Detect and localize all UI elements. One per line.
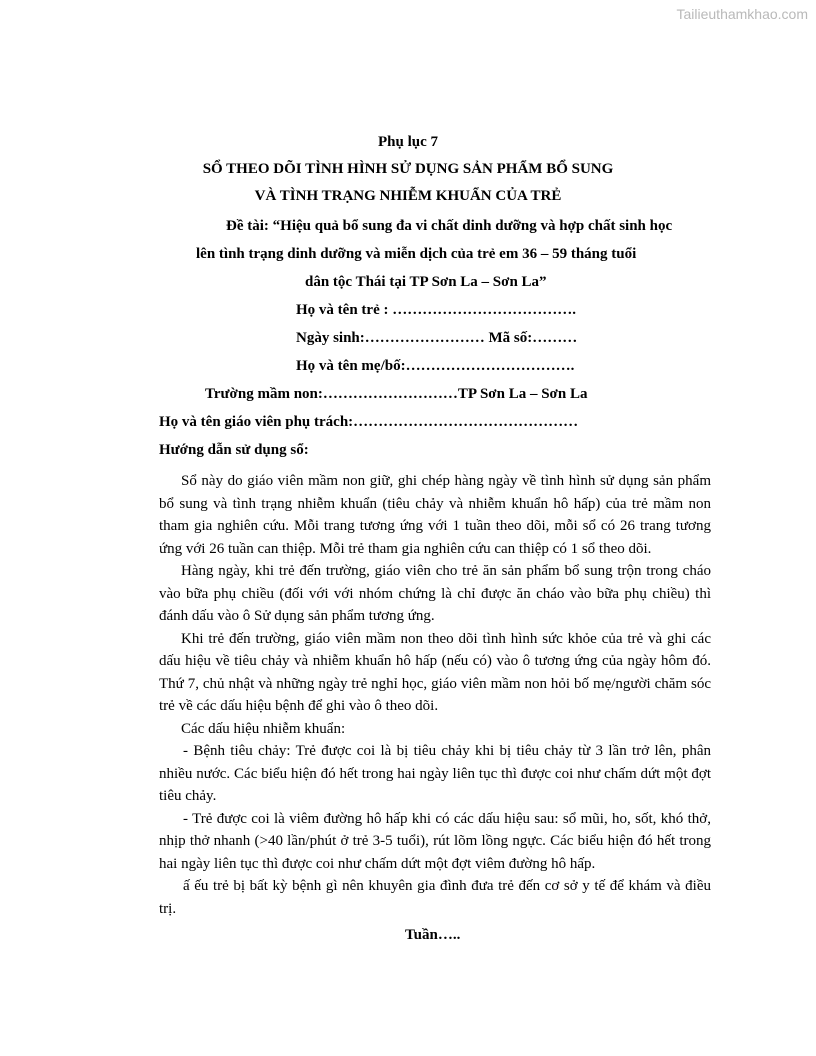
guide-paragraph-3: Khi trẻ đến trường, giáo viên mầm non theo dõi tình hình sức khỏe của trẻ và ghi các dấu hiệu về tiêu chảy và nhiễm khuẩn hô hấp (nếu có) vào ô tương ứng của ngày hôm đó. Thứ 7, chủ nhật và những ngày trẻ nghỉ học, giáo viên mầm non hỏi bố mẹ/người chăm sóc trẻ về các dấu hiệu bệnh để ghi vào ô theo dõi. [159,630,711,714]
teacher-field: Họ và tên giáo viên phụ trách:……………………………………… [159,414,579,430]
guide-paragraph-4: Các dấu hiệu nhiễm khuẩn: [181,720,346,737]
topic-line-3: dân tộc Thái tại TP Sơn La – Sơn La” [305,274,547,290]
school-field: Trường mầm non:………………………TP Sơn La – Sơn La [205,386,588,402]
title-line-2: VÀ TÌNH TRẠNG NHIỄM KHUẨN CỦA TRẺ [254,188,562,204]
appendix-label: Phụ lục 7 [377,134,438,150]
child-name-field: Họ và tên trẻ : ………………………………. [296,302,576,318]
parent-name-field: Họ và tên mẹ/bố:……………………………. [296,358,575,374]
guide-paragraph-2: Hàng ngày, khi trẻ đến trường, giáo viên cho trẻ ăn sản phẩm bổ sung trộn trong cháo vào bữa phụ chiều (đối với với nhóm chứng là chỉ được ăn cháo vào bữa phụ chiều) thì đánh dấu vào ô Sử dụng sản phẩm tương ứng. [159,563,711,624]
topic-line-1: Đề tài: “Hiệu quả bổ sung đa vi chất dinh dưỡng và hợp chất sinh học [226,218,673,234]
guide-paragraph-1: Sổ này do giáo viên mầm non giữ, ghi chép hàng ngày về tình hình sử dụng sản phẩm bổ sung và tình trạng nhiễm khuẩn (tiêu chảy và nhiễm khuẩn hô hấp) của trẻ mầm non tham gia nghiên cứu. Mỗi trang tương ứng với 1 tuần theo dõi, mỗi sổ có 26 trang tương ứng với 26 tuần can thiệp. Mỗi trẻ tham gia nghiên cứu can thiệp có 1 sổ theo dõi. [159,473,711,557]
watermark: Tailieuthamkhao.com [676,6,808,22]
guide-paragraph-6: - Trẻ được coi là viêm đường hô hấp khi có các dấu hiệu sau: sổ mũi, ho, sốt, khó thở, nhịp thở nhanh (>40 lần/phút ở trẻ 3-5 tuổi), rút lõm lồng ngực. Các biểu hiện đó hết trong hai ngày liên tục thì được coi như chấm dứt một đợt viêm đường hô hấp. [159,810,711,872]
week-label: Tuần….. [405,927,461,943]
guide-body [159,470,711,920]
topic-line-2: lên tình trạng dinh dưỡng và miễn dịch của trẻ em 36 – 59 tháng tuổi [196,246,637,262]
guide-paragraph-7: ấ ếu trẻ bị bất kỳ bệnh gì nên khuyên gia đình đưa trẻ đến cơ sở y tế để khám và điều trị. [159,878,711,917]
guide-heading: Hướng dẫn sử dụng sổ: [159,442,309,458]
guide-paragraph-5: - Bệnh tiêu chảy: Trẻ được coi là bị tiêu chảy khi bị tiêu chảy từ 3 lần trở lên, phân nhiều nước. Các biểu hiện đó hết trong hai ngày liên tục thì được coi như chấm dứt một đợt tiêu chảy. [159,743,711,804]
dob-code-field: Ngày sinh:…………………… Mã số:……… [296,330,578,346]
title-line-1: SỔ THEO DÕI TÌNH HÌNH SỬ DỤNG SẢN PHẨM BỔ SUNG [202,161,614,177]
